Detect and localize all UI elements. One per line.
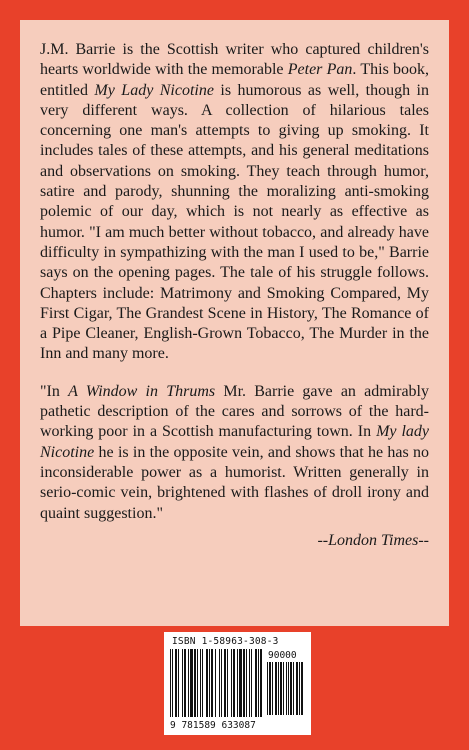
ean-barcode-icon bbox=[170, 649, 262, 717]
price-addon-barcode-icon bbox=[267, 662, 304, 715]
title-my-lady-nicotine: My Lady Nicotine bbox=[94, 81, 214, 99]
description-paragraph bbox=[40, 40, 429, 365]
review-attribution: --London Times-- bbox=[317, 531, 429, 549]
description-text-3: is humorous as well, though in very different ways. A collection of hilarious tales concerning one man's attempts to giving up smoking. It includes tales of these attempts, and his general meditations and observations on smoking. They teach through humor, satire and parody, shunning the moralizing anti-smoking polemic of our day, which is not nearly as effective as humor. "I am much better without tobacco, and already have difficulty in sympathizing with the man I used to be," Barrie says on the opening pages. The tale of his struggle follows. Chapters include: Matrimony and Smoking Compared, My First Cigar, The Grandest Scene in History, The Romance of a Pipe Cleaner, English-Grown Tobacco, The Murder in the Inn and many more. bbox=[40, 81, 429, 363]
title-window-in-thrums: A Window in Thrums bbox=[68, 382, 216, 400]
ean-number-label: 9 781589 633087 bbox=[170, 720, 256, 731]
description-text-1: J.M. Barrie is the Scottish writer who captured children's hearts worldwide with the memorable bbox=[40, 41, 429, 79]
isbn-label: ISBN 1-58963-308-3 bbox=[172, 636, 279, 647]
review-text-3: he is in the opposite vein, and shows that he has no inconsiderable power as a humorist. Written generally in serio-comic vein, brightened with flashes of droll irony and quaint suggestion." bbox=[40, 443, 429, 522]
review-text-2: Mr. Barrie gave an admirably pathetic description of the cares and sorrows of the hard-working poor in a Scottish manufacturing town. In bbox=[40, 382, 430, 441]
back-cover-text-panel bbox=[20, 20, 449, 626]
description-text-2: . This book, entitled bbox=[40, 61, 430, 99]
title-peter-pan: Peter Pan bbox=[287, 61, 353, 79]
price-code-label: 90000 bbox=[268, 650, 297, 661]
barcode-box bbox=[164, 632, 311, 735]
title-my-lady-nicotine-review: My lady Nicotine bbox=[40, 423, 429, 461]
review-quote bbox=[40, 382, 429, 524]
review-text-1: "In bbox=[40, 382, 69, 400]
